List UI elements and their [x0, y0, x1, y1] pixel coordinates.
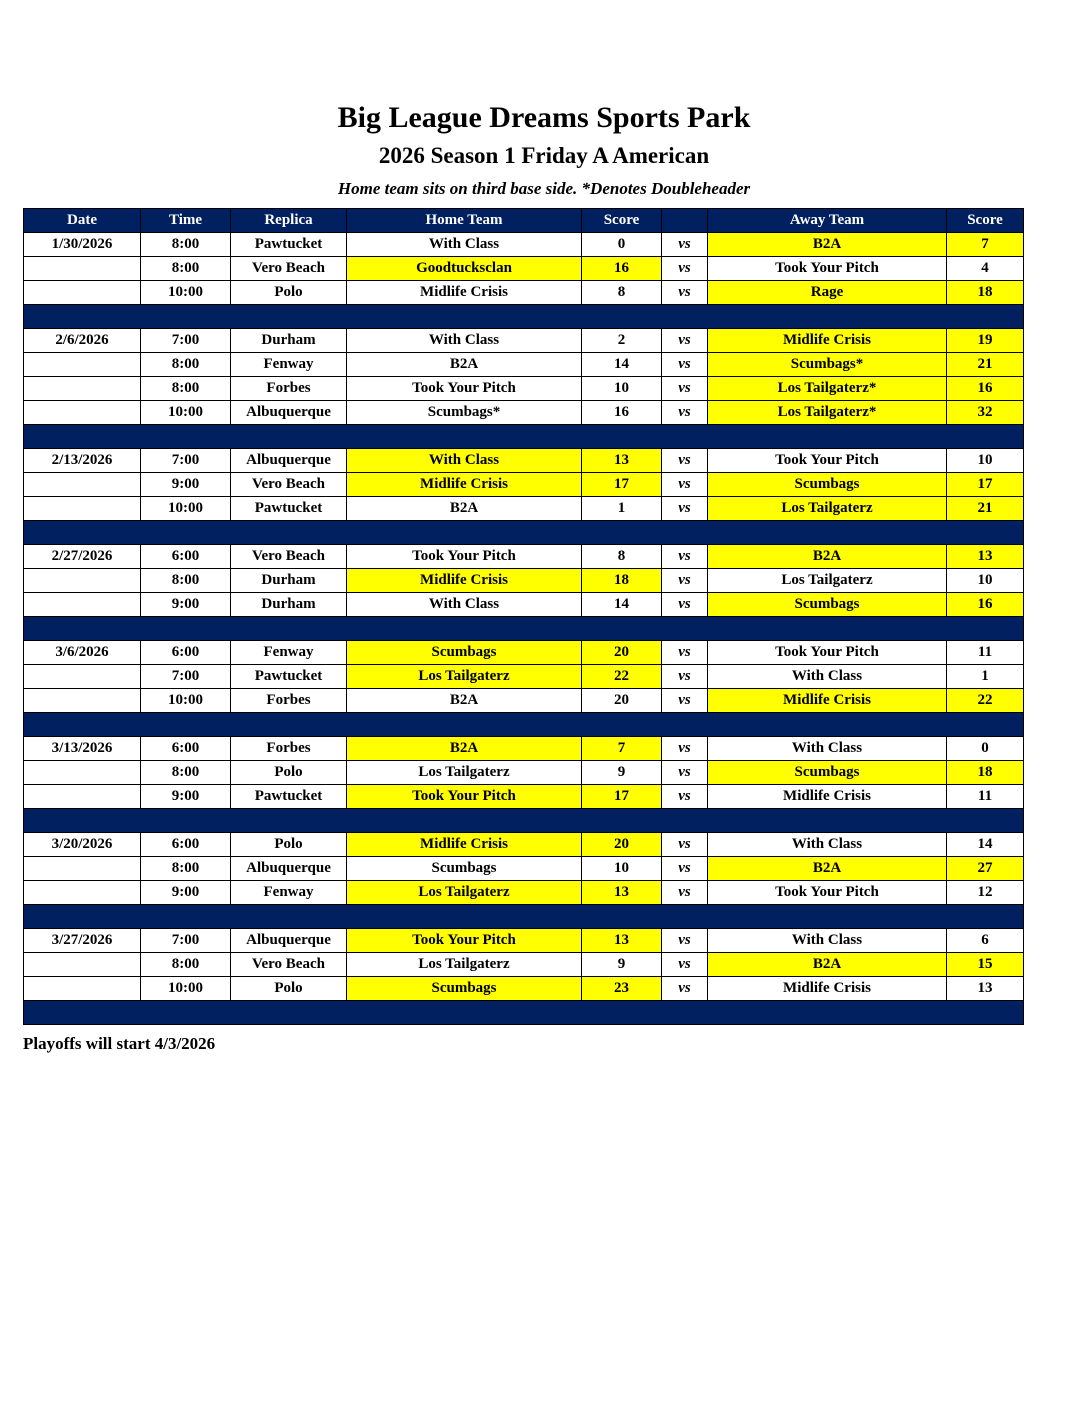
game-row [24, 497, 1024, 521]
separator-band [24, 521, 1024, 545]
date-cell [24, 881, 141, 905]
time-cell: 6:00 [141, 737, 231, 761]
date-cell [24, 689, 141, 713]
vs-cell: vs [662, 233, 708, 257]
time-cell: 9:00 [141, 881, 231, 905]
time-cell: 8:00 [141, 857, 231, 881]
separator-row [24, 905, 1024, 929]
away-score-cell: 17 [947, 473, 1024, 497]
time-cell: 6:00 [141, 641, 231, 665]
home-score-cell: 14 [582, 353, 662, 377]
separator-band [24, 905, 1024, 929]
header-home-score: Score [582, 209, 662, 233]
away-score-cell: 6 [947, 929, 1024, 953]
replica-cell: Fenway [231, 641, 347, 665]
date-cell [24, 785, 141, 809]
header-away-team: Away Team [708, 209, 947, 233]
away-team-cell: Took Your Pitch [708, 881, 947, 905]
replica-cell: Forbes [231, 737, 347, 761]
away-team-cell: Took Your Pitch [708, 257, 947, 281]
vs-cell: vs [662, 857, 708, 881]
replica-cell: Forbes [231, 689, 347, 713]
away-team-cell: Scumbags* [708, 353, 947, 377]
replica-cell: Albuquerque [231, 401, 347, 425]
away-team-cell: Midlife Crisis [708, 977, 947, 1001]
away-team-cell: Scumbags [708, 761, 947, 785]
home-team-cell: Los Tailgaterz [347, 761, 582, 785]
away-team-cell: Los Tailgaterz* [708, 401, 947, 425]
replica-cell: Pawtucket [231, 497, 347, 521]
away-score-cell: 16 [947, 377, 1024, 401]
date-cell [24, 257, 141, 281]
home-score-cell: 17 [582, 785, 662, 809]
date-cell [24, 977, 141, 1001]
home-team-cell: Midlife Crisis [347, 473, 582, 497]
vs-cell: vs [662, 833, 708, 857]
away-team-cell: With Class [708, 833, 947, 857]
replica-cell: Durham [231, 569, 347, 593]
separator-row [24, 713, 1024, 737]
away-team-cell: Los Tailgaterz [708, 497, 947, 521]
date-cell: 3/6/2026 [24, 641, 141, 665]
time-cell: 10:00 [141, 401, 231, 425]
away-score-cell: 4 [947, 257, 1024, 281]
header-time: Time [141, 209, 231, 233]
away-score-cell: 7 [947, 233, 1024, 257]
away-team-cell: B2A [708, 545, 947, 569]
home-score-cell: 22 [582, 665, 662, 689]
date-cell: 3/27/2026 [24, 929, 141, 953]
date-cell [24, 281, 141, 305]
time-cell: 10:00 [141, 497, 231, 521]
home-team-cell: Midlife Crisis [347, 569, 582, 593]
away-score-cell: 18 [947, 761, 1024, 785]
home-team-cell: Scumbags* [347, 401, 582, 425]
date-cell: 2/27/2026 [24, 545, 141, 569]
time-cell: 7:00 [141, 449, 231, 473]
time-cell: 8:00 [141, 353, 231, 377]
game-row [24, 953, 1024, 977]
date-cell [24, 497, 141, 521]
replica-cell: Pawtucket [231, 665, 347, 689]
replica-cell: Pawtucket [231, 785, 347, 809]
home-team-cell: Scumbags [347, 641, 582, 665]
away-score-cell: 15 [947, 953, 1024, 977]
game-row [24, 737, 1024, 761]
home-score-cell: 14 [582, 593, 662, 617]
home-score-cell: 9 [582, 953, 662, 977]
home-score-cell: 13 [582, 449, 662, 473]
away-team-cell: Scumbags [708, 473, 947, 497]
vs-cell: vs [662, 977, 708, 1001]
game-row [24, 329, 1024, 353]
separator-row [24, 1001, 1024, 1025]
time-cell: 6:00 [141, 833, 231, 857]
time-cell: 9:00 [141, 473, 231, 497]
away-score-cell: 21 [947, 497, 1024, 521]
replica-cell: Albuquerque [231, 929, 347, 953]
replica-cell: Vero Beach [231, 953, 347, 977]
date-cell [24, 353, 141, 377]
away-score-cell: 18 [947, 281, 1024, 305]
vs-cell: vs [662, 785, 708, 809]
home-team-cell: Goodtucksclan [347, 257, 582, 281]
time-cell: 7:00 [141, 665, 231, 689]
separator-band [24, 713, 1024, 737]
away-team-cell: B2A [708, 857, 947, 881]
replica-cell: Polo [231, 977, 347, 1001]
away-team-cell: With Class [708, 737, 947, 761]
replica-cell: Fenway [231, 881, 347, 905]
separator-band [24, 305, 1024, 329]
vs-cell: vs [662, 569, 708, 593]
table-header-row [24, 209, 1024, 233]
time-cell: 9:00 [141, 593, 231, 617]
date-cell [24, 953, 141, 977]
home-score-cell: 0 [582, 233, 662, 257]
replica-cell: Forbes [231, 377, 347, 401]
game-row [24, 977, 1024, 1001]
header-vs [662, 209, 708, 233]
away-score-cell: 21 [947, 353, 1024, 377]
away-team-cell: With Class [708, 929, 947, 953]
home-score-cell: 13 [582, 881, 662, 905]
away-score-cell: 0 [947, 737, 1024, 761]
time-cell: 8:00 [141, 953, 231, 977]
game-row [24, 473, 1024, 497]
date-cell [24, 857, 141, 881]
vs-cell: vs [662, 881, 708, 905]
home-score-cell: 9 [582, 761, 662, 785]
date-cell [24, 569, 141, 593]
home-team-cell: B2A [347, 689, 582, 713]
replica-cell: Polo [231, 761, 347, 785]
away-score-cell: 13 [947, 545, 1024, 569]
game-row [24, 881, 1024, 905]
home-score-cell: 8 [582, 545, 662, 569]
home-score-cell: 7 [582, 737, 662, 761]
home-team-cell: With Class [347, 593, 582, 617]
header-away-score: Score [947, 209, 1024, 233]
vs-cell: vs [662, 665, 708, 689]
game-row [24, 569, 1024, 593]
vs-cell: vs [662, 929, 708, 953]
away-score-cell: 11 [947, 785, 1024, 809]
home-team-cell: Scumbags [347, 977, 582, 1001]
away-team-cell: Los Tailgaterz [708, 569, 947, 593]
time-cell: 8:00 [141, 257, 231, 281]
time-cell: 8:00 [141, 233, 231, 257]
time-cell: 7:00 [141, 329, 231, 353]
away-team-cell: Rage [708, 281, 947, 305]
home-team-cell: Took Your Pitch [347, 785, 582, 809]
home-team-cell: With Class [347, 449, 582, 473]
replica-cell: Albuquerque [231, 449, 347, 473]
separator-row [24, 521, 1024, 545]
vs-cell: vs [662, 761, 708, 785]
home-team-cell: B2A [347, 353, 582, 377]
time-cell: 10:00 [141, 689, 231, 713]
away-score-cell: 27 [947, 857, 1024, 881]
replica-cell: Durham [231, 329, 347, 353]
away-team-cell: Midlife Crisis [708, 785, 947, 809]
page-note: Home team sits on third base side. *Denotes Doubleheader [337, 179, 751, 198]
game-row [24, 401, 1024, 425]
date-cell [24, 593, 141, 617]
replica-cell: Vero Beach [231, 473, 347, 497]
home-score-cell: 2 [582, 329, 662, 353]
away-score-cell: 16 [947, 593, 1024, 617]
separator-row [24, 809, 1024, 833]
game-row [24, 689, 1024, 713]
away-team-cell: Los Tailgaterz* [708, 377, 947, 401]
home-team-cell: B2A [347, 497, 582, 521]
away-team-cell: Midlife Crisis [708, 329, 947, 353]
date-cell [24, 377, 141, 401]
vs-cell: vs [662, 737, 708, 761]
home-team-cell: Los Tailgaterz [347, 665, 582, 689]
replica-cell: Vero Beach [231, 257, 347, 281]
away-team-cell: B2A [708, 953, 947, 977]
home-score-cell: 20 [582, 833, 662, 857]
away-score-cell: 22 [947, 689, 1024, 713]
page-subtitle: 2026 Season 1 Friday A American [378, 143, 710, 168]
vs-cell: vs [662, 545, 708, 569]
vs-cell: vs [662, 401, 708, 425]
vs-cell: vs [662, 377, 708, 401]
home-team-cell: Los Tailgaterz [347, 953, 582, 977]
away-score-cell: 1 [947, 665, 1024, 689]
time-cell: 6:00 [141, 545, 231, 569]
home-score-cell: 10 [582, 857, 662, 881]
schedule-table-body [24, 233, 1024, 1025]
game-row [24, 233, 1024, 257]
away-team-cell: Took Your Pitch [708, 449, 947, 473]
date-cell [24, 401, 141, 425]
away-score-cell: 10 [947, 569, 1024, 593]
separator-band [24, 617, 1024, 641]
game-row [24, 353, 1024, 377]
date-cell: 1/30/2026 [24, 233, 141, 257]
replica-cell: Albuquerque [231, 857, 347, 881]
game-row [24, 641, 1024, 665]
playoffs-note: Playoffs will start 4/3/2026 [23, 1034, 216, 1053]
time-cell: 8:00 [141, 761, 231, 785]
date-cell [24, 473, 141, 497]
time-cell: 7:00 [141, 929, 231, 953]
separator-row [24, 617, 1024, 641]
home-team-cell: Midlife Crisis [347, 833, 582, 857]
game-row [24, 545, 1024, 569]
time-cell: 8:00 [141, 569, 231, 593]
vs-cell: vs [662, 473, 708, 497]
game-row [24, 449, 1024, 473]
vs-cell: vs [662, 953, 708, 977]
time-cell: 8:00 [141, 377, 231, 401]
home-score-cell: 13 [582, 929, 662, 953]
game-row [24, 593, 1024, 617]
home-score-cell: 8 [582, 281, 662, 305]
vs-cell: vs [662, 353, 708, 377]
home-score-cell: 17 [582, 473, 662, 497]
home-team-cell: Scumbags [347, 857, 582, 881]
home-score-cell: 10 [582, 377, 662, 401]
vs-cell: vs [662, 497, 708, 521]
separator-band [24, 809, 1024, 833]
home-score-cell: 16 [582, 401, 662, 425]
home-team-cell: Took Your Pitch [347, 929, 582, 953]
away-score-cell: 12 [947, 881, 1024, 905]
replica-cell: Fenway [231, 353, 347, 377]
date-cell: 2/6/2026 [24, 329, 141, 353]
header-replica: Replica [231, 209, 347, 233]
replica-cell: Pawtucket [231, 233, 347, 257]
away-team-cell: B2A [708, 233, 947, 257]
away-team-cell: Took Your Pitch [708, 641, 947, 665]
home-team-cell: Los Tailgaterz [347, 881, 582, 905]
away-score-cell: 10 [947, 449, 1024, 473]
game-row [24, 785, 1024, 809]
separator-row [24, 305, 1024, 329]
game-row [24, 257, 1024, 281]
home-team-cell: With Class [347, 233, 582, 257]
game-row [24, 929, 1024, 953]
vs-cell: vs [662, 281, 708, 305]
away-score-cell: 11 [947, 641, 1024, 665]
date-cell: 2/13/2026 [24, 449, 141, 473]
home-team-cell: Took Your Pitch [347, 377, 582, 401]
schedule-table [23, 208, 1024, 1025]
header-home-team: Home Team [347, 209, 582, 233]
date-cell: 3/13/2026 [24, 737, 141, 761]
replica-cell: Polo [231, 281, 347, 305]
away-score-cell: 19 [947, 329, 1024, 353]
replica-cell: Durham [231, 593, 347, 617]
date-cell [24, 761, 141, 785]
home-score-cell: 1 [582, 497, 662, 521]
game-row [24, 857, 1024, 881]
away-team-cell: Midlife Crisis [708, 689, 947, 713]
away-score-cell: 32 [947, 401, 1024, 425]
home-score-cell: 23 [582, 977, 662, 1001]
vs-cell: vs [662, 641, 708, 665]
away-team-cell: Scumbags [708, 593, 947, 617]
vs-cell: vs [662, 329, 708, 353]
home-score-cell: 20 [582, 689, 662, 713]
date-cell: 3/20/2026 [24, 833, 141, 857]
replica-cell: Vero Beach [231, 545, 347, 569]
replica-cell: Polo [231, 833, 347, 857]
home-team-cell: Took Your Pitch [347, 545, 582, 569]
separator-band [24, 425, 1024, 449]
vs-cell: vs [662, 449, 708, 473]
time-cell: 10:00 [141, 977, 231, 1001]
home-score-cell: 16 [582, 257, 662, 281]
vs-cell: vs [662, 593, 708, 617]
page-title: Big League Dreams Sports Park [337, 101, 751, 134]
game-row [24, 833, 1024, 857]
game-row [24, 281, 1024, 305]
vs-cell: vs [662, 689, 708, 713]
away-team-cell: With Class [708, 665, 947, 689]
separator-band [24, 1001, 1024, 1025]
date-cell [24, 665, 141, 689]
header-date: Date [24, 209, 141, 233]
home-team-cell: Midlife Crisis [347, 281, 582, 305]
game-row [24, 377, 1024, 401]
away-score-cell: 13 [947, 977, 1024, 1001]
home-team-cell: B2A [347, 737, 582, 761]
home-team-cell: With Class [347, 329, 582, 353]
away-score-cell: 14 [947, 833, 1024, 857]
home-score-cell: 18 [582, 569, 662, 593]
time-cell: 9:00 [141, 785, 231, 809]
game-row [24, 761, 1024, 785]
time-cell: 10:00 [141, 281, 231, 305]
home-score-cell: 20 [582, 641, 662, 665]
separator-row [24, 425, 1024, 449]
page-header [0, 0, 1088, 199]
vs-cell: vs [662, 257, 708, 281]
game-row [24, 665, 1024, 689]
